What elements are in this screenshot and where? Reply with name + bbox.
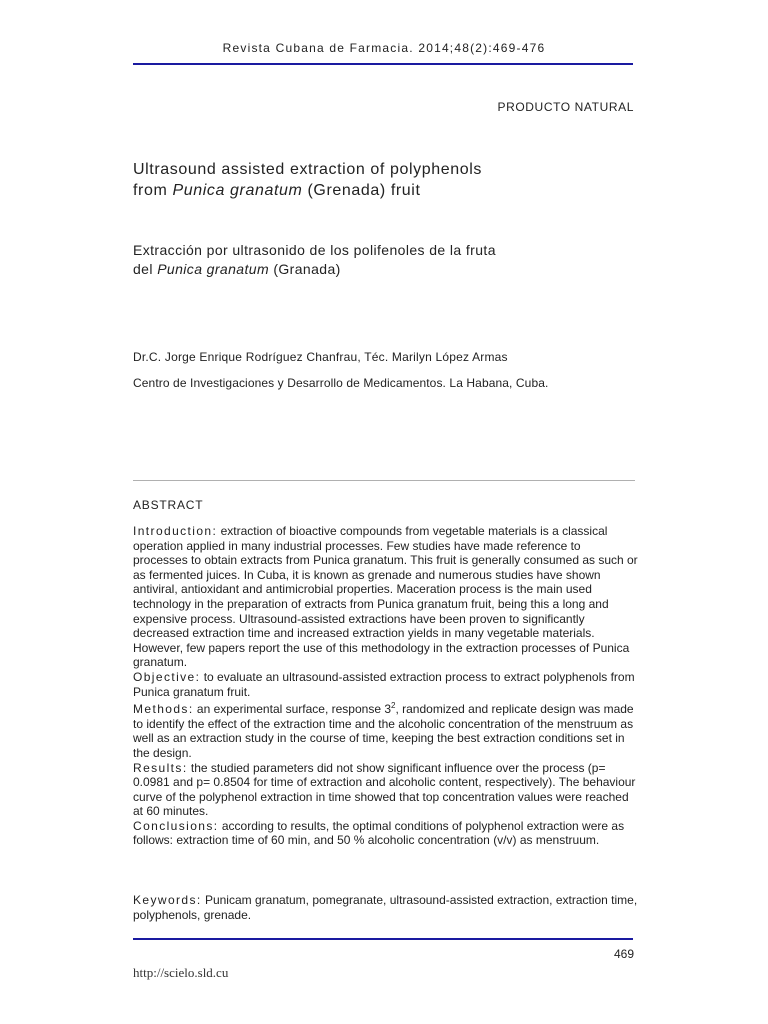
article-subtitle — [133, 241, 496, 279]
article-title — [133, 159, 482, 201]
objective-label: Objective: — [133, 669, 201, 684]
affiliation: Centro de Investigaciones y Desarrollo de Medicamentos. La Habana, Cuba. — [133, 376, 549, 390]
methods-text-post: , randomized and replicate design was made to identify the effect of the extraction time and the alcoholic concentration of the menstruum as well as an extraction study in the course of time, keeping the best extraction conditions set in the design. — [133, 702, 634, 760]
keywords-text: Punicam granatum, pomegranate, ultrasound-assisted extraction, extraction time, polyphenols, grenade. — [133, 893, 638, 922]
subtitle-species-name: Punica granatum — [157, 261, 270, 277]
abstract-results — [133, 761, 638, 819]
abstract-heading: ABSTRACT — [133, 498, 204, 512]
abstract-body — [133, 524, 638, 848]
footer-rule — [133, 938, 633, 940]
page-number: 469 — [613, 947, 634, 961]
section-label: PRODUCTO NATURAL — [497, 100, 634, 114]
header-rule — [133, 63, 633, 65]
conclusions-text: according to results, the optimal conditions of polyphenol extraction were as follows: extraction time of 60 min, and 50 % alcoholic concentration (v/v) as menstruum. — [133, 818, 625, 848]
conclusions-label: Conclusions: — [133, 818, 219, 833]
subtitle-line-1: Extracción por ultrasonido de los polifenoles de la fruta — [133, 242, 496, 258]
abstract-objective — [133, 670, 638, 699]
title-line-1: Ultrasound assisted extraction of polyphenols — [133, 161, 482, 178]
methods-label: Methods: — [133, 702, 194, 717]
abstract-introduction — [133, 524, 638, 670]
subtitle-line-2-prefix: del — [133, 261, 158, 277]
abstract-divider — [133, 480, 635, 481]
results-label: Results: — [133, 760, 188, 775]
methods-text-pre: an experimental surface, response 3 — [193, 702, 392, 717]
objective-text: to evaluate an ultrasound-assisted extraction process to extract polyphenols from Punica granatum fruit. — [133, 669, 635, 699]
title-species-name: Punica granatum — [172, 182, 303, 199]
title-line-2-prefix: from — [133, 182, 173, 199]
subtitle-line-2 — [133, 260, 496, 279]
introduction-text: extraction of bioactive compounds from vegetable materials is a classical operation applied in many industrial processes. Few studies have made reference to processes to obtain extracts from Punica granatum. This fruit is generally consumed as such or as fermented juices. In Cuba, it is known as grenade and numerous studies have shown antiviral, antioxidant and antimicrobial properties. Maceration process is the main used technology in the preparation of extracts from Punica granatum fruit, being this a long and expensive process. Ultrasound-assisted extractions have been proven to significantly decreased extraction time and increased extraction yields in many vegetable materials. However, few papers report the use of this methodology in the extraction processes of Punica granatum. — [133, 524, 638, 670]
abstract-methods — [133, 699, 638, 760]
journal-citation: Revista Cubana de Farmacia. 2014;48(2):469-476 — [222, 41, 546, 55]
abstract-conclusions — [133, 819, 638, 848]
footer-url-link[interactable]: http://scielo.sld.cu — [133, 965, 229, 980]
introduction-label: Introduction: — [133, 524, 218, 538]
keywords — [133, 893, 638, 923]
results-text: the studied parameters did not show significant influence over the process (p= 0.0981 and p= 0.8504 for time of extraction and alcoholic content, respectively). The behaviour curve of the polyphenol extraction in time showed that top concentration values were reached at 60 minutes. — [133, 760, 636, 819]
methods-superscript: 2 — [391, 701, 396, 711]
authors: Dr.C. Jorge Enrique Rodríguez Chanfrau, Téc. Marilyn López Armas — [133, 350, 508, 364]
title-line-2-suffix: (Grenada) fruit — [302, 182, 421, 199]
keywords-label: Keywords: — [133, 893, 202, 907]
title-line-2 — [133, 180, 482, 201]
subtitle-line-2-suffix: (Granada) — [269, 261, 341, 277]
